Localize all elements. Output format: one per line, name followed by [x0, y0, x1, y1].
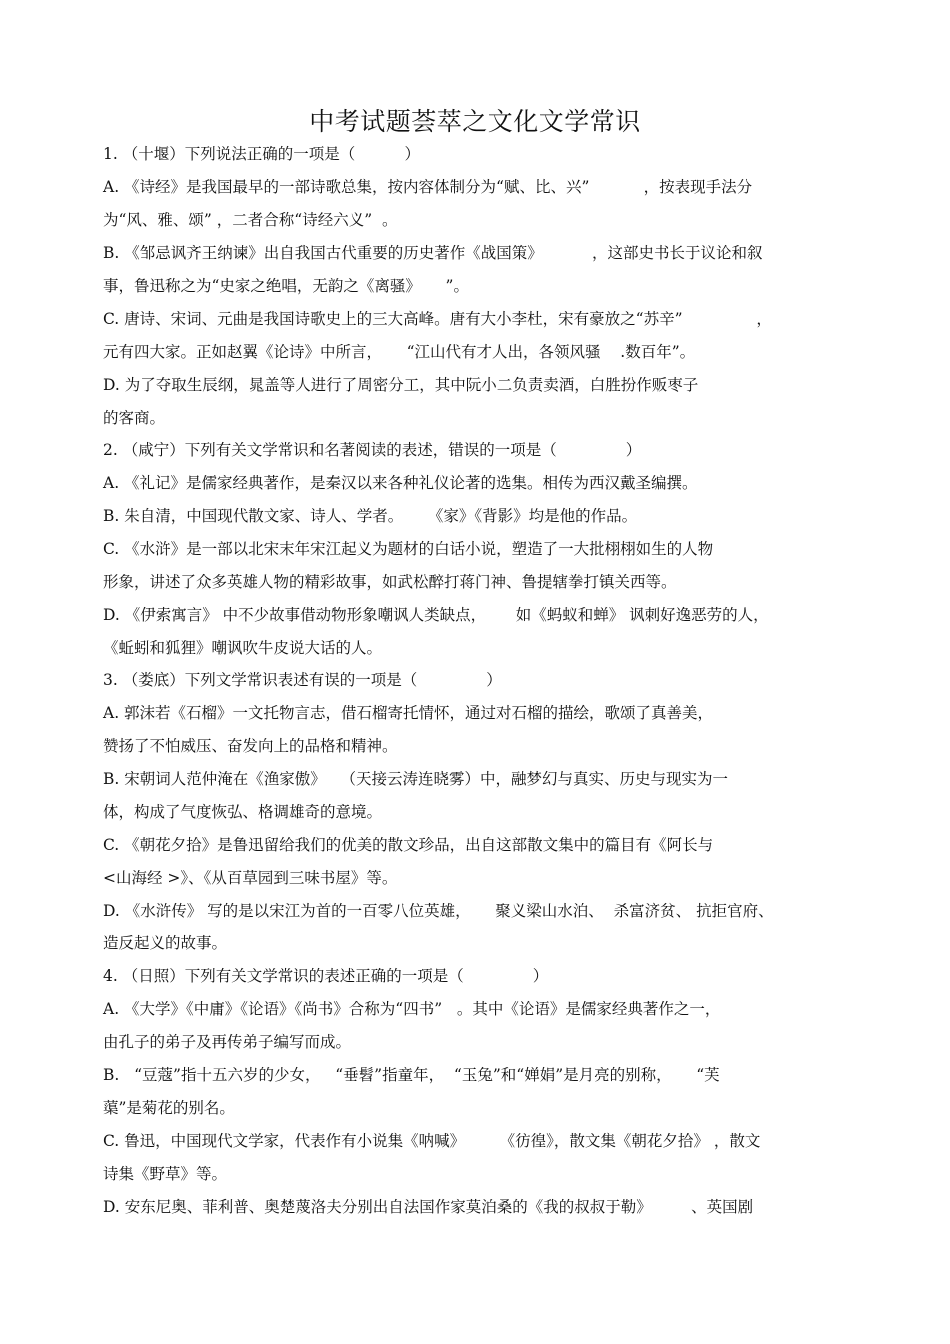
text-line: 元有四大家。正如赵翼《论诗》中所言， “江山代有才人出，各领风骚 .数百年”。	[103, 343, 696, 361]
text-line: 《蚯蚓和狐狸》嘲讽吹牛皮说大话的人。	[103, 639, 383, 657]
text-line: 赞扬了不怕威压、奋发向上的品格和精神。	[103, 737, 398, 755]
text-line: C. 唐诗、宋词、元曲是我国诗歌史上的三大高峰。唐有大小李杜，宋有豪放之“苏辛” ，	[103, 310, 772, 328]
text-line: 诗集《野草》等。	[103, 1165, 228, 1183]
text-line: A. 《诗经》是我国最早的一部诗歌总集，按内容体制分为“赋、比、兴” ，按表现手法分	[103, 178, 753, 196]
text-line: D. 为了夺取生辰纲，晁盖等人进行了周密分工，其中阮小二负责卖酒，白胜扮作贩枣子	[103, 376, 699, 394]
text-line: 4. （日照）下列有关文学常识的表述正确的一项是（ ）	[103, 967, 549, 985]
text-line: 形象，讲述了众多英雄人物的精彩故事，如武松醉打蒋门神、鲁提辖拳打镇关西等。	[103, 573, 677, 591]
text-line: A. 《礼记》是儒家经典著作，是秦汉以来各种礼仪论著的选集。相传为西汉戴圣编撰。	[103, 474, 698, 492]
text-line: 造反起义的故事。	[103, 934, 228, 952]
text-line: A. 郭沫若《石榴》一文托物言志，借石榴寄托情怀，通过对石榴的描绘，歌颂了真善美，	[103, 704, 714, 722]
text-line: 为“风、雅、颂” ，二者合称“诗经六义” 。	[103, 211, 398, 229]
text-line: 由孔子的弟子及再传弟子编写而成。	[103, 1033, 352, 1051]
text-line: 的客商。	[103, 409, 166, 427]
text-line: <山海经 >》、《从百草园到三味书屋》等。	[103, 869, 398, 887]
text-line: 蕖”是菊花的别名。	[103, 1099, 235, 1117]
page-title: 中考试题荟萃之文化文学常识	[309, 107, 641, 136]
text-line: 体，构成了气度恢弘、格调雄奇的意境。	[103, 803, 383, 821]
text-line: 事，鲁迅称之为“史家之绝唱，无韵之《离骚》 ”。	[103, 277, 469, 295]
text-line: D. 《水浒传》 写的是以宋江为首的一百零八位英雄， 聚义梁山水泊、 杀富济贫、 抗拒官府、	[103, 902, 774, 920]
text-line: 3. （娄底）下列文学常识表述有误的一项是（ ）	[103, 671, 502, 689]
text-line: B. “豆蔻”指十五六岁的少女， “垂髫”指童年， “玉兔”和“婵娟”是月亮的别称， “芙	[103, 1066, 720, 1084]
text-line: D. 安东尼奥、菲利普、奥楚蔑洛夫分别出自法国作家莫泊桑的《我的叔叔于勒》 、英国剧	[103, 1198, 754, 1216]
text-line: C. 《朝花夕拾》是鲁迅留给我们的优美的散文珍品，出自这部散文集中的篇目有《阿长与	[103, 836, 714, 854]
text-line: C. 《水浒》是一部以北宋末年宋江起义为题材的白话小说，塑造了一大批栩栩如生的人物	[103, 540, 714, 558]
text-line: 1. （十堰）下列说法正确的一项是（ ）	[103, 145, 420, 163]
text-line: B. 《邹忌讽齐王纳谏》出自我国古代重要的历史著作《战国策》 ，这部史书长于议论和叙	[103, 244, 763, 262]
text-line: B. 朱自清，中国现代散文家、诗人、学者。 《家》《背影》均是他的作品。	[103, 507, 638, 525]
text-line: A. 《大学》《中庸》《论语》《尚书》合称为“四书” 。其中《论语》是儒家经典著作之一，	[103, 1000, 721, 1018]
text-line: D. 《伊索寓言》 中不少故事借动物形象嘲讽人类缺点， 如《蚂蚁和蝉》 讽刺好逸恶劳的人，	[103, 606, 769, 624]
text-line: C. 鲁迅，中国现代文学家，代表作有小说集《呐喊》 《彷徨》，散文集《朝花夕拾》 ，散文	[103, 1132, 761, 1150]
text-line: 2. （咸宁）下列有关文学常识和名著阅读的表述，错误的一项是（ ）	[103, 441, 642, 459]
text-line: B. 宋朝词人范仲淹在《渔家傲》 （天接云涛连晓雾）中，融梦幻与真实、历史与现实为一	[103, 770, 729, 788]
